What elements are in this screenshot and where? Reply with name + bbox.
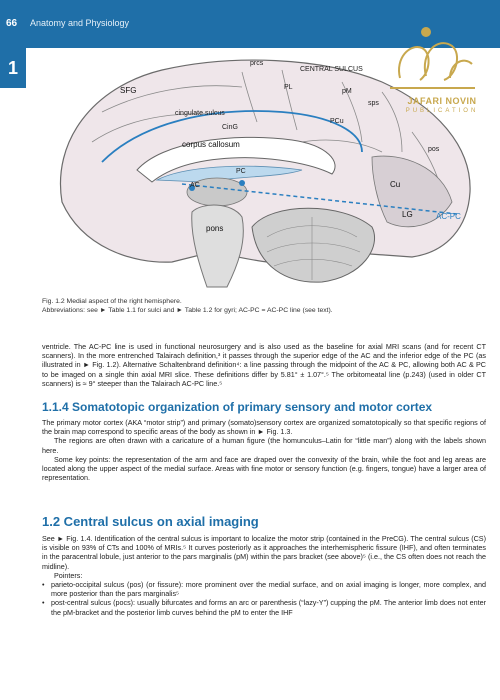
label-pcu: PCu [330,118,344,125]
label-corpus-callosum: corpus callosum [182,140,240,149]
section-heading-central-sulcus: 1.2 Central sulcus on axial imaging [42,514,259,529]
label-sfg: SFG [120,86,137,95]
caption-abbrev: Abbreviations: see ► Table 1.1 for sulci and ► Table 1.2 for gyri; AC-PC = AC-PC line (see text). [42,306,333,314]
pointers-label: Pointers: [54,570,83,580]
section-114-p2: The regions are often drawn with a caricature of a human figure (the homunculus–Latin for “little man”) along with the labels shown here. [42,436,486,455]
paragraph-acpc: ventricle. The AC-PC line is used in functional neurosurgery and is also used as the baseline for axial MRI scans (and for recent CT scanners). In the more entrenched Talairach definition,³ it passes through the superior edge of the AC and the inferior edge of the PC (as illustrated in ► Fig. 1.2). Alternative Schaltenbrand definition⁴: a line passing through the midpoint of the AC & PC, allowing both AC & PC to be imaged on a single thin axial MRI slice. These definitions differ by 5.81° ± 1.07°.⁵ The orbitomeatal line (p.243) (used in older CT scanners) is ≈ 9° steeper than the Talairach AC-PC line.⁵ [42,342,486,388]
bullet-item: • parieto-occipital sulcus (pos) (or fissure): more prominent over the medial surface, and on axial imaging is longer, more complex, and more posterior than the pars marginalis⁵ [42,580,486,598]
figure-caption [42,298,482,315]
pc-dot [239,180,245,186]
label-central-sulcus: CENTRAL SULCUS [300,66,363,73]
label-lg: LG [402,210,413,219]
label-prcs: prcs [250,60,264,67]
label-cing: CinG [222,124,238,131]
label-pc: PC [236,168,246,175]
running-head: Anatomy and Physiology [30,18,130,28]
label-pm: pM [342,88,352,95]
chapter-tab: 1 [0,48,26,88]
label-ac: AC [190,182,200,189]
page-number: 66 [6,18,18,29]
cerebellum [252,208,375,282]
section-114-p3: Some key points: the representation of the arm and face are draped over the convexity of the brain, while the foot and leg areas are located along the upper aspect of the medial surface. Areas with fine motor or sensory function (e.g. fingers, tongue) have a larger area of representation. [42,454,486,483]
brainstem [192,205,244,287]
label-acpc: AC-PC [436,212,461,221]
section-12-body [42,534,486,617]
caption-title: Fig. 1.2 Medial aspect of the right hemisphere. [42,298,182,305]
publisher-sub: PUBLICATION [405,108,479,114]
label-pl: PL [284,84,293,91]
section-heading-somatotopic: 1.1.4 Somatotopic organization of primary sensory and motor cortex [42,400,433,414]
section-114-p1: The primary motor cortex (AKA “motor strip”) and primary (somato)sensory cortex are organized somatotopically so that specific regions of the brain map correspond to specific areas of the body as shown in ► Fig. 1.3. [42,418,486,437]
label-pons: pons [206,224,224,233]
label-sps: sps [368,100,379,107]
label-pos: pos [428,146,440,153]
publisher-name: JAFARI NOVIN [407,96,477,106]
bullet-item: • post-central sulcus (pocs): usually bifurcates and forms an arc or parenthesis (“lazy-Y”) cupping the pM. The anterior limb does not enter the pM-bracket and the posterior limb curves behind the pM to enter the IHF [42,598,486,616]
label-cingulate-sulcus: cingulate sulcus [175,110,225,117]
section-114-body [42,418,486,482]
label-cu: Cu [390,180,401,189]
section-12-p1: See ► Fig. 1.4. Identification of the central sulcus is important to localize the motor strip (contained in the PreCG). The central sulcus (CS) is visible on 93% of CTs and 100% of MRIs.⁵ It curves posteriorly as it approaches the interhemispheric fissure (IHF), and often terminates in the paracentral lobule, just anterior to the pars marginalis (pM) within the pars bracket (see above)⁵ (i.e., the CS often does not reach the midline). [42,534,486,571]
